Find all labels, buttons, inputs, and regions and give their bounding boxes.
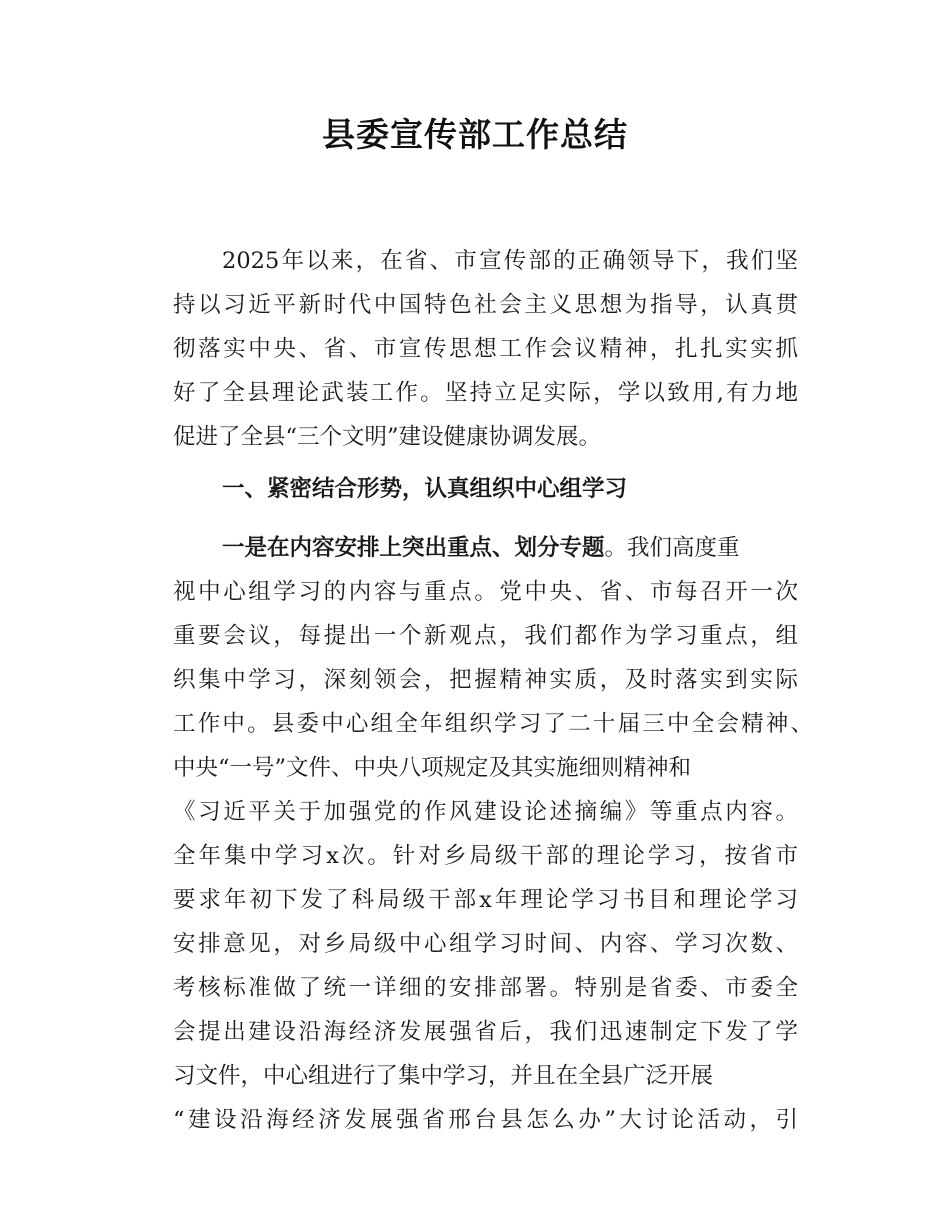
paragraph-line: 好了全县理论武装工作。坚持立足实际，学以致用,有力地 <box>173 380 798 406</box>
paragraph-line: 全年集中学习x次。针对乡局级干部的理论学习，按省市 <box>173 843 798 869</box>
section-heading: 一、紧密结合形势，认真组织中心组学习 <box>222 476 628 502</box>
paragraph-line: 彻落实中央、省、市宣传思想工作会议精神，扎扎实实抓 <box>173 336 798 362</box>
paragraph-line: 重要会议，每提出一个新观点，我们都作为学习重点，组 <box>173 623 798 649</box>
paragraph-line: 视中心组学习的内容与重点。党中央、省、市每召开一次 <box>173 579 798 605</box>
paragraph-line: 工作中。县委中心组全年组织学习了二十届三中全会精神、 <box>173 711 813 737</box>
paragraph-line: 促进了全县“三个文明”建设健康协调发展。 <box>173 424 602 450</box>
point-lead-tail: 。我们高度重 <box>604 535 740 561</box>
paragraph-line: 习文件，中心组进行了集中学习，并且在全县广泛开展 <box>173 1063 714 1089</box>
paragraph-line <box>222 526 798 570</box>
paragraph-line: 会提出建设沿海经济发展强省后，我们迅速制定下发了学 <box>173 1019 798 1045</box>
paragraph-line: 考核标准做了统一详细的安排部署。特别是省委、市委全 <box>173 975 798 1001</box>
paragraph-line: 要求年初下发了科局级干部x年理论学习书目和理论学习 <box>173 887 798 913</box>
point-lead: 一是在内容安排上突出重点、划分专题 <box>222 535 605 561</box>
paragraph-line: 2025年以来，在省、市宣传部的正确领导下，我们坚 <box>222 248 798 274</box>
document-title: 县委宣传部工作总结 <box>322 115 628 154</box>
paragraph-line: 织集中学习，深刻领会，把握精神实质，及时落实到实际 <box>173 667 798 693</box>
paragraph-line: 中央“一号”文件、中央八项规定及其实施细则精神和 <box>173 755 692 781</box>
paragraph-line: 安排意见，对乡局级中心组学习时间、内容、学习次数、 <box>173 931 798 957</box>
paragraph-line: “建设沿海经济发展强省邢台县怎么办”大讨论活动，引 <box>173 1107 798 1133</box>
paragraph-line: 《习近平关于加强党的作风建设论述摘编》等重点内容。 <box>173 799 798 825</box>
paragraph-line: 持以习近平新时代中国特色社会主义思想为指导，认真贯 <box>173 292 798 318</box>
